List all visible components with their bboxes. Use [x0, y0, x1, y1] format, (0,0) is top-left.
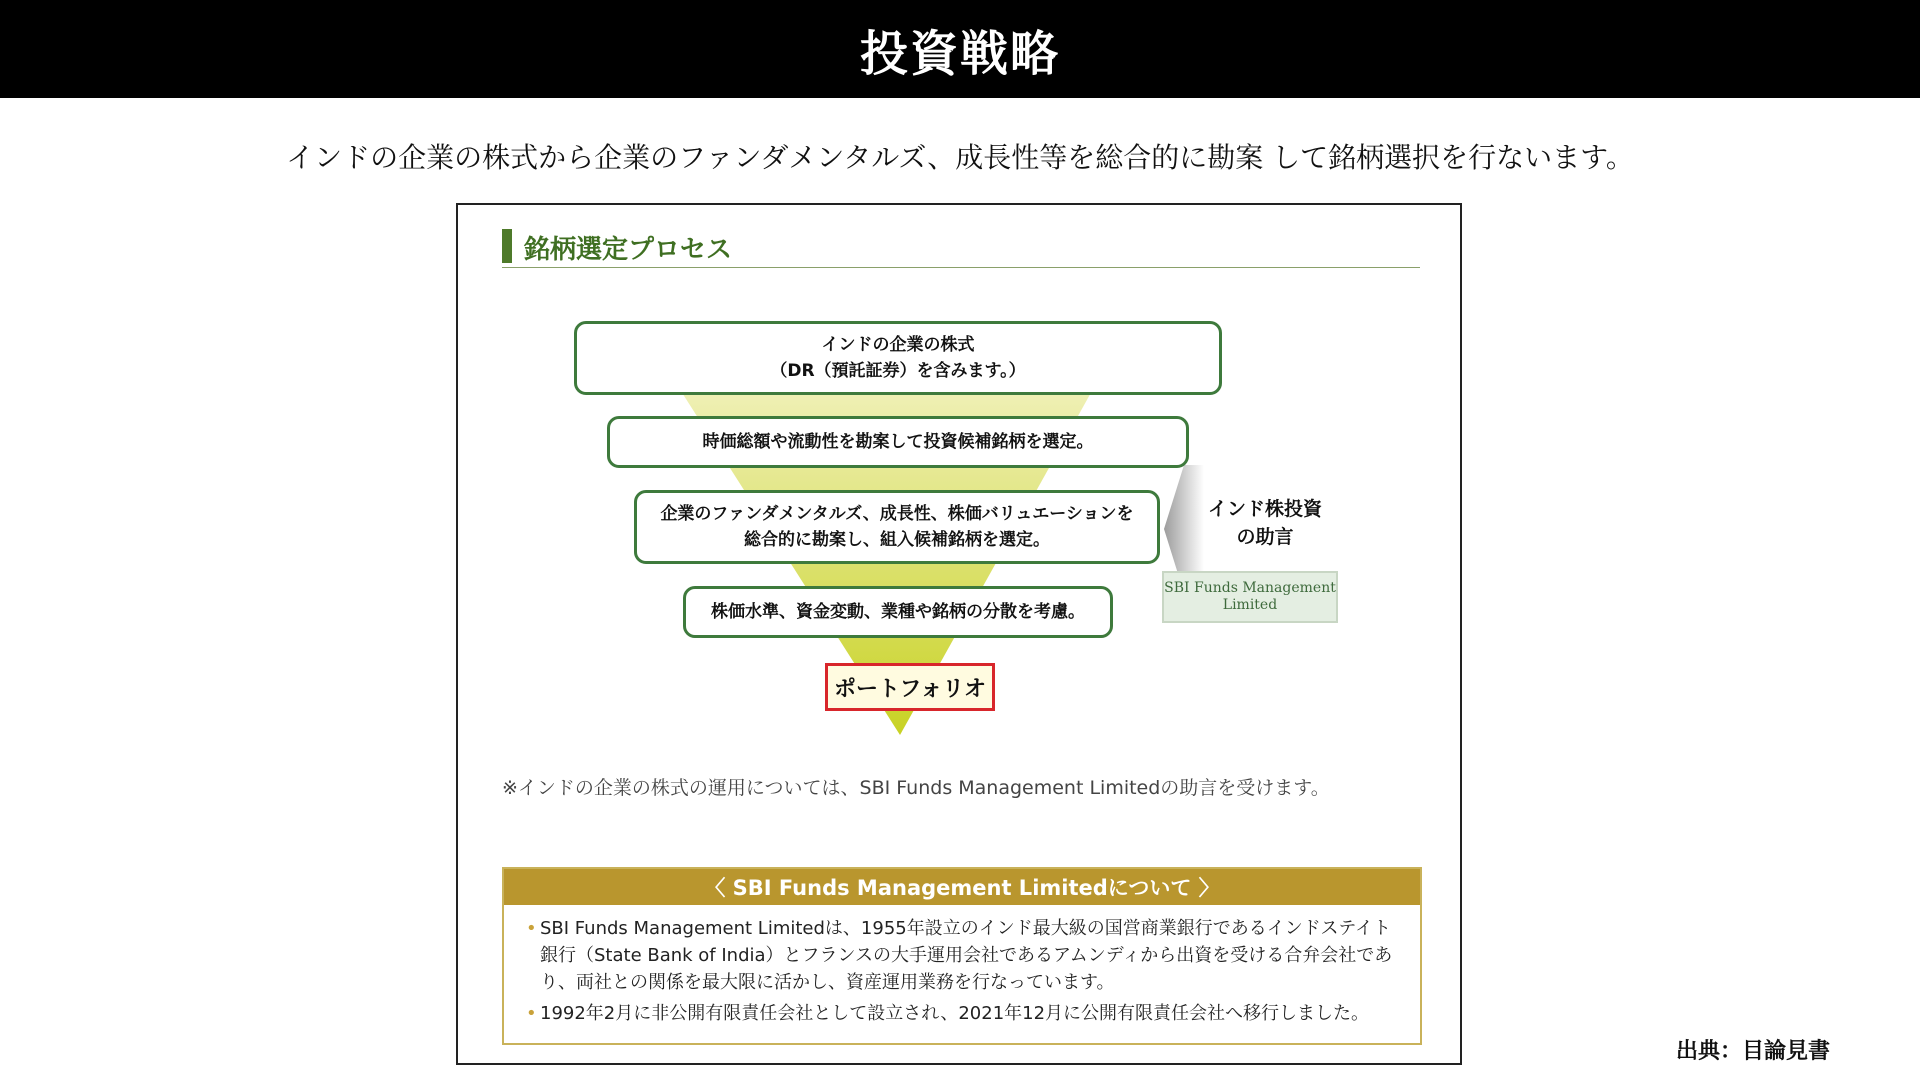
advice-line-2: の助言 — [1236, 526, 1294, 548]
advice-line-1: インド株投資 — [1207, 498, 1322, 520]
footnote: ※インドの企業の株式の運用については、SBI Funds Management Limitedの助言を受けます。 — [502, 777, 1330, 799]
prospectus-figure — [456, 203, 1462, 1065]
about-list — [504, 905, 1420, 1027]
funnel-step-diversification — [683, 586, 1113, 638]
step-3-line-2: 総合的に勘案し、組入候補銘柄を選定。 — [744, 530, 1050, 550]
about-item — [526, 1000, 1404, 1027]
about-sbi-box — [502, 867, 1422, 1045]
advisor-line-1: SBI Funds Management — [1164, 580, 1336, 596]
bullet-icon: • — [526, 1003, 537, 1024]
funnel-step-fundamentals — [634, 490, 1160, 564]
step-1-line-2: （DR（預託証券）を含みます。） — [770, 361, 1026, 381]
page-title: 投資戦略 — [859, 25, 1060, 82]
about-item-text: 1992年2月に非公開有限責任会社として設立され、2021年12月に公開有限責任会社へ移行しました。 — [540, 1003, 1370, 1024]
bullet-icon: • — [526, 918, 537, 939]
advisor-line-2: Limited — [1222, 597, 1278, 613]
step-4-line-1: 株価水準、資金変動、業種や銘柄の分散を考慮。 — [711, 602, 1085, 622]
about-title: 〈 SBI Funds Management Limitedについて 〉 — [504, 869, 1420, 905]
funnel-step-universe — [574, 321, 1222, 395]
step-3-line-1: 企業のファンダメンタルズ、成長性、株価バリュエーションを — [660, 504, 1134, 524]
about-item-text: SBI Funds Management Limitedは、1955年設立のインド最大級の国営商業銀行であるインドステイト銀行（State Bank of India）とフランスの大手運用会社であるアムンディから出資を受ける合弁会社であり、両社との関係を最大限に活かし、資産運用業務を行なっています。 — [540, 918, 1393, 993]
step-1-line-1: インドの企業の株式 — [821, 335, 975, 355]
advice-label — [1190, 495, 1340, 551]
lead-text: インドの企業の株式から企業のファンダメンタルズ、成長性等を総合的に勘案 して銘柄選択を行ないます。 — [286, 141, 1634, 174]
section-heading-text: 銘柄選定プロセス — [524, 235, 733, 265]
funnel-step-screening — [607, 416, 1189, 468]
source-note: 出典：目論見書 — [1676, 1039, 1831, 1064]
advisor-badge — [1162, 571, 1338, 623]
step-2-line-1: 時価総額や流動性を勘案して投資候補銘柄を選定。 — [702, 432, 1094, 452]
page-title-bar — [0, 0, 1920, 98]
about-item — [526, 915, 1404, 996]
portfolio-box: ポートフォリオ — [825, 663, 995, 711]
